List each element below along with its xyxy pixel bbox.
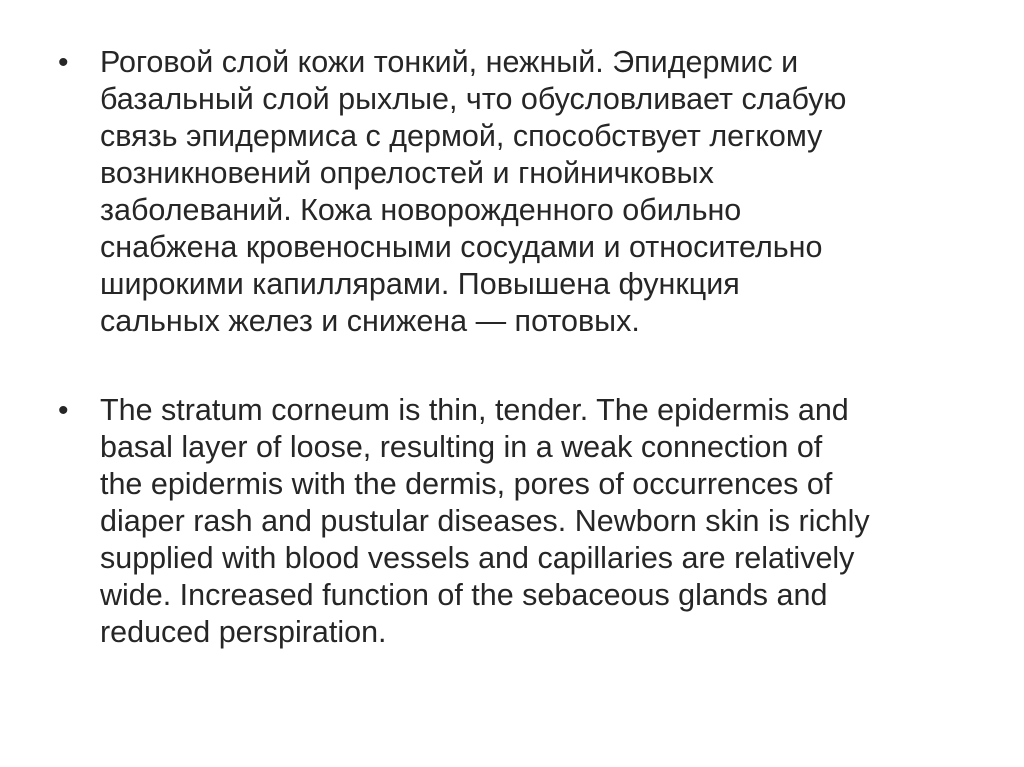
bullet-item-english bbox=[58, 392, 988, 651]
bullet-text-russian: Роговой слой кожи тонкий, нежный. Эпидермис и базальный слой рыхлые, что обусловливает слабую связь эпидермиса с дермой, способствует легкому возникновений опрелостей и гнойничковых заболеваний. Кожа новорожденного обильно снабжена кровеносными сосудами и относительно широкими капиллярами. Повышена функция сальных желез и снижена — потовых. bbox=[100, 45, 847, 338]
bullet-marker: • bbox=[58, 394, 69, 427]
bullet-marker: • bbox=[58, 46, 69, 79]
bullet-list bbox=[58, 44, 988, 651]
bullet-item-russian bbox=[58, 44, 988, 340]
bullet-text-english: The stratum corneum is thin, tender. The epidermis and basal layer of loose, resulting in a weak connection of the epidermis with the dermis, pores of occurrences of diaper rash and pustular diseases. Newborn skin is richly supplied with blood vessels and capillaries are relatively wide. Increased function of the sebaceous glands and reduced perspiration. bbox=[100, 393, 870, 649]
